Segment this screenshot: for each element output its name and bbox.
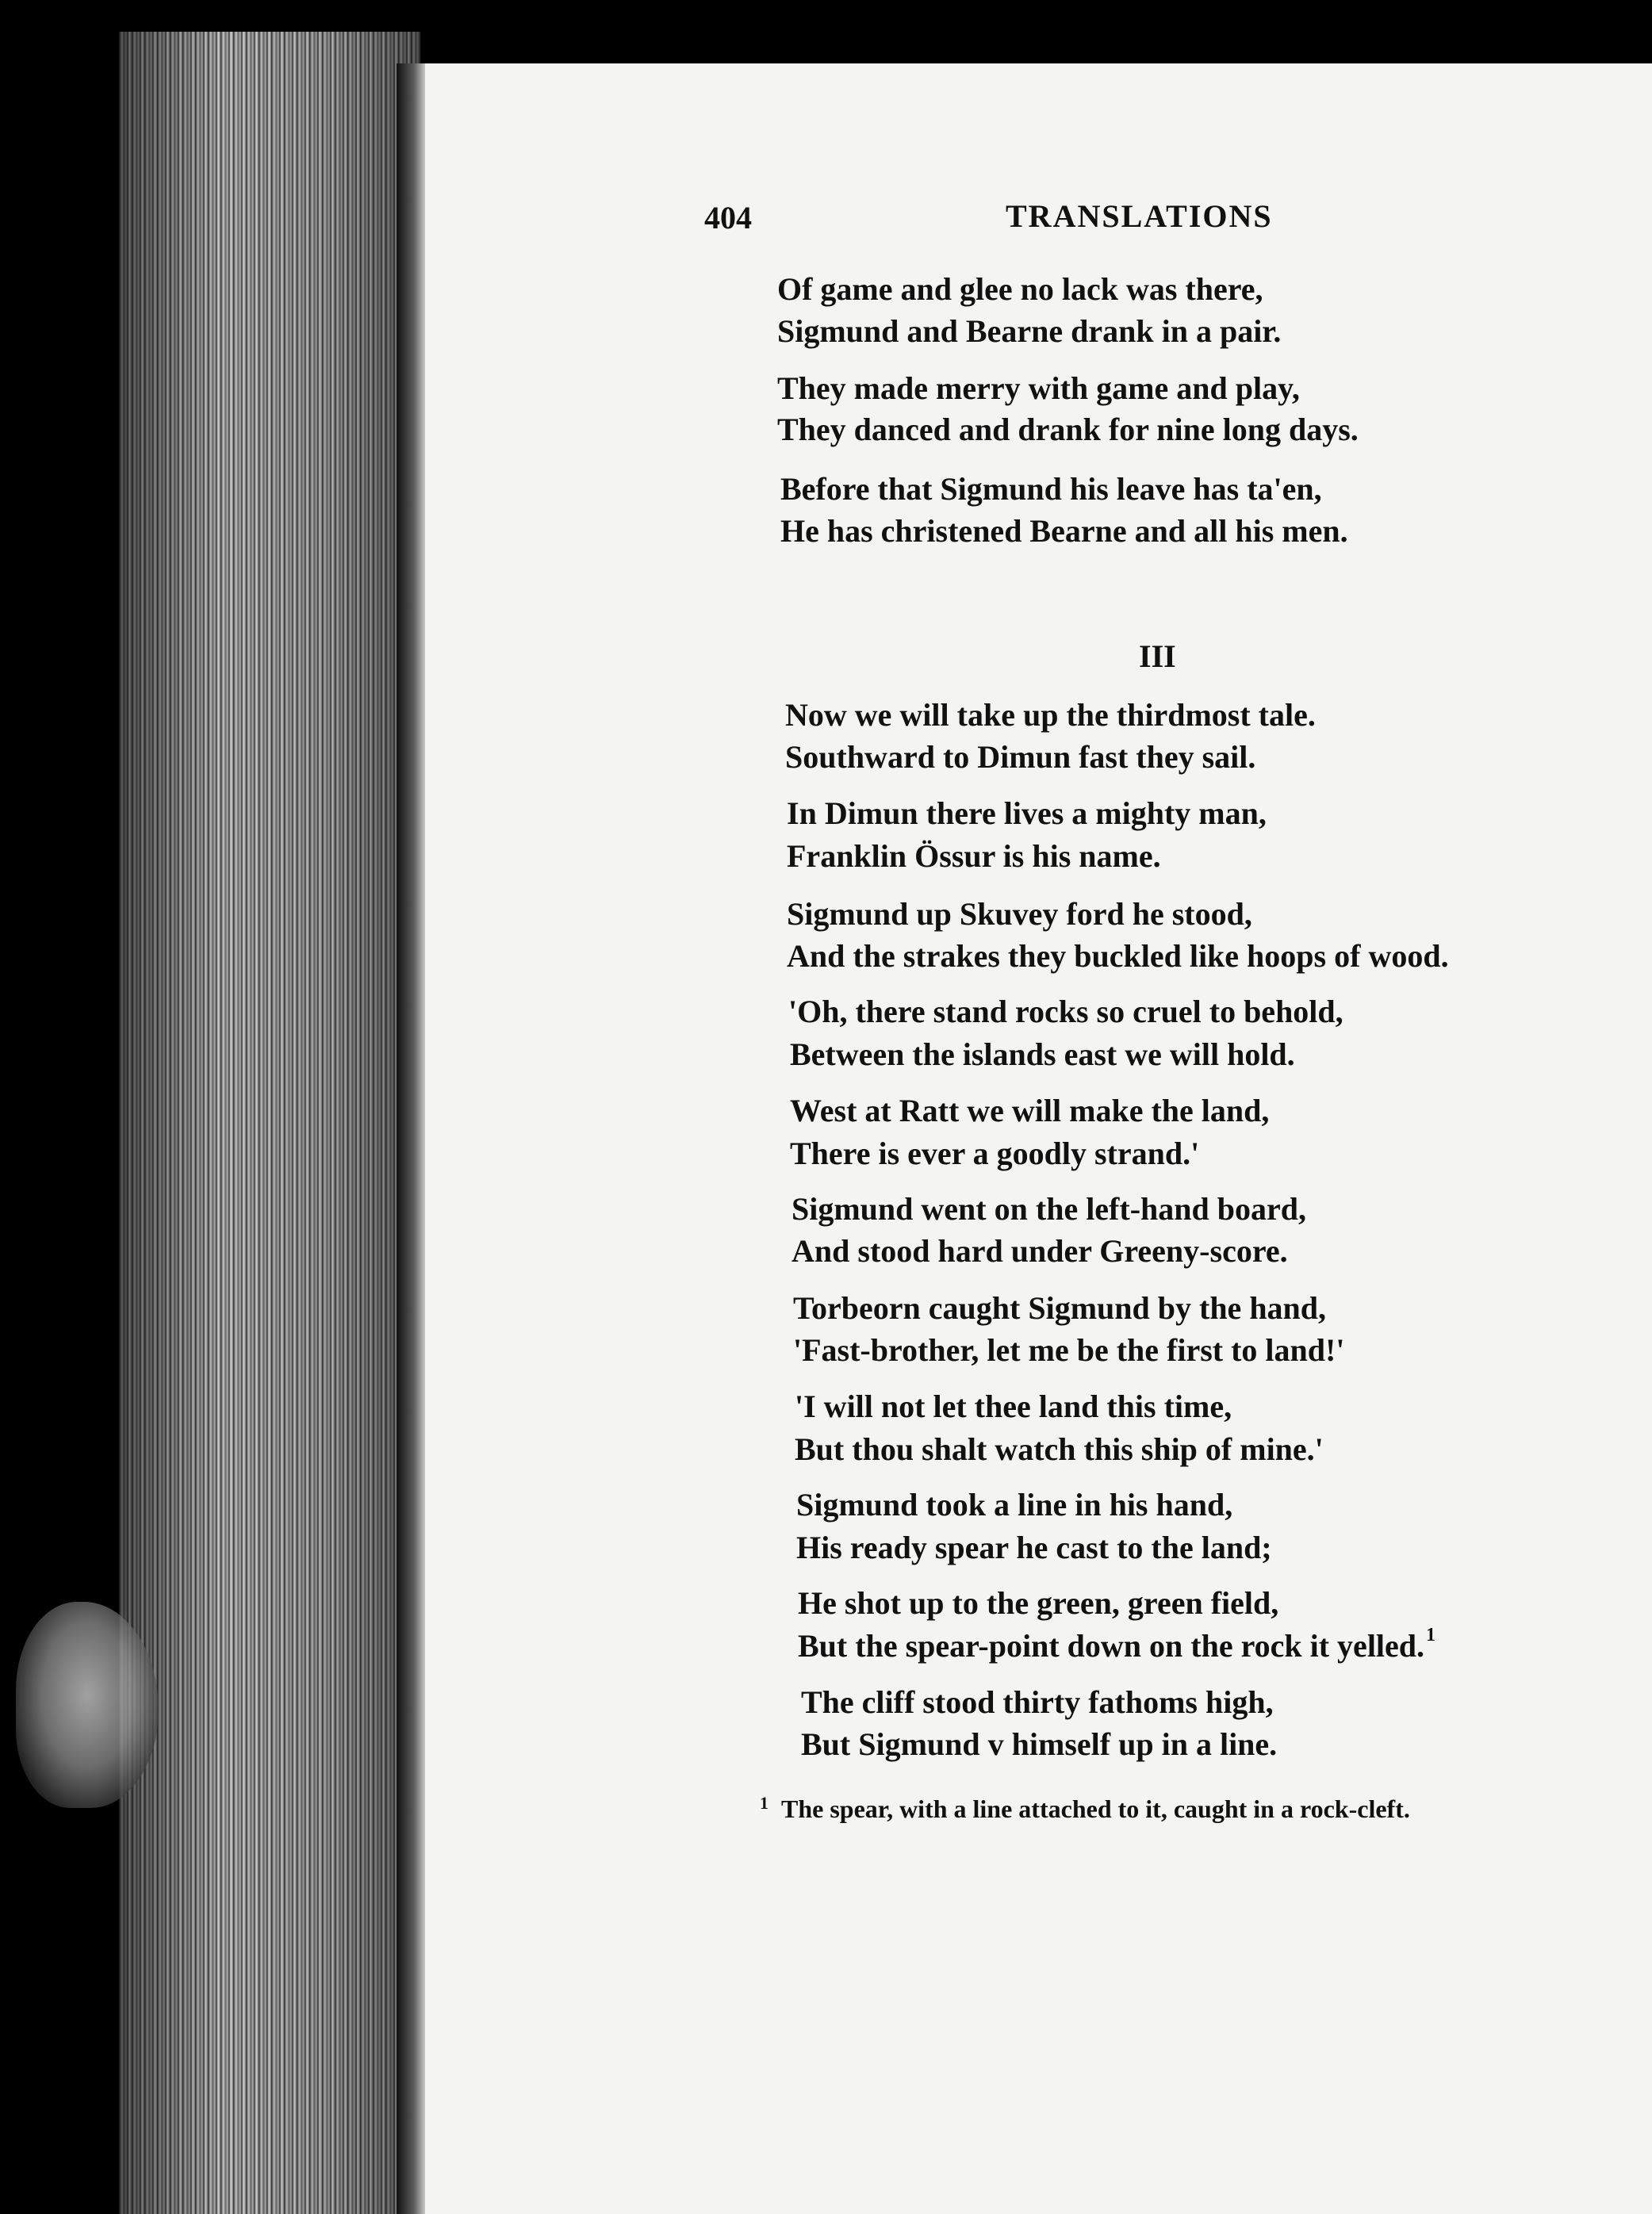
verse-line: He shot up to the green, green field, xyxy=(798,1585,1279,1621)
verse-line: Sigmund and Bearne drank in a pair. xyxy=(777,313,1282,349)
verse-line: But the spear-point down on the rock it yelled.$^1$ xyxy=(798,1625,1436,1664)
verse-line: There is ever a goodly strand.' xyxy=(790,1136,1200,1171)
verse-line: His ready spear he cast to the land; xyxy=(796,1530,1272,1565)
verse-line: 'Oh, there stand rocks so cruel to behold, xyxy=(788,994,1343,1029)
verse-line: They danced and drank for nine long days. xyxy=(777,412,1359,447)
verse-line: Southward to Dimun fast they sail. xyxy=(785,739,1256,775)
verse-line: Sigmund took a line in his hand, xyxy=(796,1487,1233,1523)
verse-line: 'Fast-brother, let me be the first to land!' xyxy=(793,1332,1345,1368)
verse-line: Before that Sigmund his leave has ta'en, xyxy=(780,471,1322,507)
verse-line: Franklin Össur is his name. xyxy=(787,838,1161,874)
gutter-shadow xyxy=(397,63,425,2214)
verse-line: And stood hard under Greeny-score. xyxy=(792,1233,1288,1269)
footnote-reference: 1 xyxy=(1426,1625,1436,1645)
section-heading: III xyxy=(1139,638,1176,674)
verse-line: 'I will not let thee land this time, xyxy=(795,1389,1232,1424)
verse-line: Sigmund went on the left-hand board, xyxy=(792,1191,1307,1227)
running-head: TRANSLATIONS xyxy=(1006,198,1273,234)
verse-line: The cliff stood thirty fathoms high, xyxy=(801,1684,1274,1720)
verse-line: Between the islands east we will hold. xyxy=(790,1036,1295,1072)
verse-line: And the strakes they buckled like hoops of wood. xyxy=(787,938,1449,974)
footnote-text: The spear, with a line attached to it, caught in a rock-cleft. xyxy=(781,1795,1410,1823)
verse-line: Torbeorn caught Sigmund by the hand, xyxy=(793,1290,1327,1326)
verse-line: They made merry with game and play, xyxy=(777,370,1300,406)
verse-line: In Dimun there lives a mighty man, xyxy=(787,795,1267,831)
verse-line: Of game and glee no lack was there, xyxy=(777,271,1263,307)
verse-line: Sigmund up Skuvey ford he stood, xyxy=(787,896,1252,932)
verse-line: But Sigmund v himself up in a line. xyxy=(801,1726,1278,1762)
verse-line: He has christened Bearne and all his men. xyxy=(780,513,1348,549)
verse-line: Now we will take up the thirdmost tale. xyxy=(785,697,1316,733)
verse-line: West at Ratt we will make the land, xyxy=(790,1093,1270,1128)
footnote-mark: 1 xyxy=(760,1793,769,1813)
verse-line: But thou shalt watch this ship of mine.' xyxy=(795,1431,1324,1467)
page-number: 404 xyxy=(704,200,752,236)
book-page-edges xyxy=(119,32,420,2214)
